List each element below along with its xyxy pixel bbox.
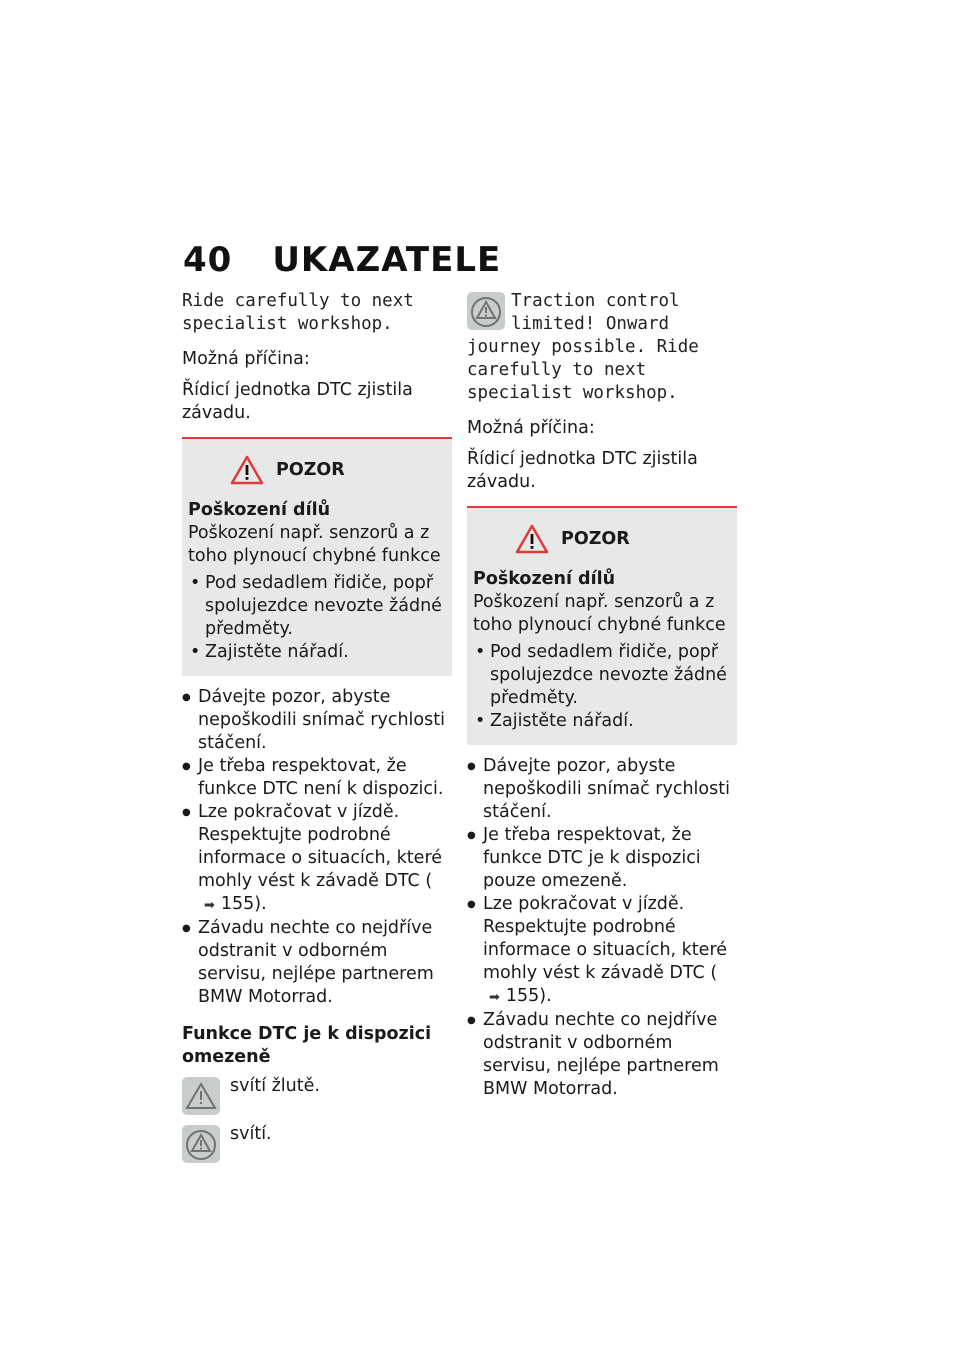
reference-arrow-icon: ➡ [204, 898, 215, 913]
warning-triangle-icon [230, 455, 264, 485]
warning-box [182, 437, 452, 676]
warning-header [230, 455, 446, 485]
indicator-text: svítí. [230, 1124, 272, 1144]
right-column [467, 290, 737, 1101]
list-item: ● Dávejte pozor, abyste nepoškodili snímač rychlosti stáčení. [467, 755, 737, 824]
left-column [182, 290, 452, 1171]
display-message-block [467, 290, 737, 405]
cause-label: Možná příčina: [467, 418, 595, 438]
warning-text: Poškození např. senzorů a z toho plynoucí chybné funkce [473, 592, 726, 635]
cause-text: Řídicí jednotka DTC zjistila závadu. [182, 380, 413, 423]
warning-label: POZOR [561, 529, 630, 549]
traction-control-icon [182, 1125, 220, 1163]
reference-open: ( [710, 963, 718, 983]
warning-label: POZOR [276, 460, 345, 480]
list-item: • Pod sedadlem řidiče, popř spolujezdce nevozte žádné předměty. [473, 641, 731, 710]
warning-header [515, 524, 731, 554]
reference-arrow-icon: ➡ [489, 990, 500, 1005]
warning-text: Poškození např. senzorů a z toho plynoucí chybné funkce [188, 523, 441, 566]
instruction-list [467, 755, 737, 1101]
page-reference[interactable]: 155). [505, 986, 552, 1006]
list-item: • Zajistěte nářadí. [188, 641, 446, 664]
indicator-row [182, 1075, 452, 1115]
warning-list [473, 641, 731, 733]
list-item-text: Lze pokračovat v jízdě. Respektujte podrobné informace o situacích, které mohly vést k závadě DTC [198, 802, 443, 891]
cause-text: Řídicí jednotka DTC zjistila závadu. [467, 449, 698, 492]
section-title: Funkce DTC je k dispozici omezeně [182, 1024, 432, 1067]
instruction-list [182, 686, 452, 1009]
display-message: Traction control limited! Onward journey possible. Ride carefully to next specialist workshop. [467, 291, 699, 403]
list-item [182, 801, 452, 917]
list-item: ● Závadu nechte co nejdříve odstranit v odborném servisu, nejlépe partnerem BMW Motorrad. [182, 917, 452, 1009]
indicator-text: svítí žlutě. [230, 1076, 320, 1096]
list-item-text: Lze pokračovat v jízdě. Respektujte podrobné informace o situacích, které mohly vést k závadě DTC [483, 894, 728, 983]
page-reference[interactable]: 155). [220, 894, 267, 914]
list-item: ● Závadu nechte co nejdříve odstranit v odborném servisu, nejlépe partnerem BMW Motorrad. [467, 1009, 737, 1101]
page-header [183, 240, 501, 280]
list-item: • Pod sedadlem řidiče, popř spolujezdce nevozte žádné předměty. [188, 572, 446, 641]
list-item: ● Je třeba respektovat, že funkce DTC není k dispozici. [182, 755, 452, 801]
list-item [467, 893, 737, 1009]
traction-control-icon [467, 292, 505, 330]
list-item: • Zajistěte nářadí. [473, 710, 731, 733]
traction-control-icon [182, 1077, 220, 1115]
page-title: UKAZATELE [272, 240, 502, 280]
warning-subtitle: Poškození dílů [188, 500, 331, 520]
display-message: Ride carefully to next specialist workshop. [182, 291, 414, 334]
reference-open: ( [425, 871, 433, 891]
warning-triangle-icon [515, 524, 549, 554]
indicator-row [182, 1123, 452, 1163]
page-number: 40 [183, 240, 233, 280]
warning-box [467, 506, 737, 745]
list-item: ● Dávejte pozor, abyste nepoškodili snímač rychlosti stáčení. [182, 686, 452, 755]
warning-list [188, 572, 446, 664]
cause-label: Možná příčina: [182, 349, 310, 369]
warning-subtitle: Poškození dílů [473, 569, 616, 589]
list-item: ● Je třeba respektovat, že funkce DTC je k dispozici pouze omezeně. [467, 824, 737, 893]
